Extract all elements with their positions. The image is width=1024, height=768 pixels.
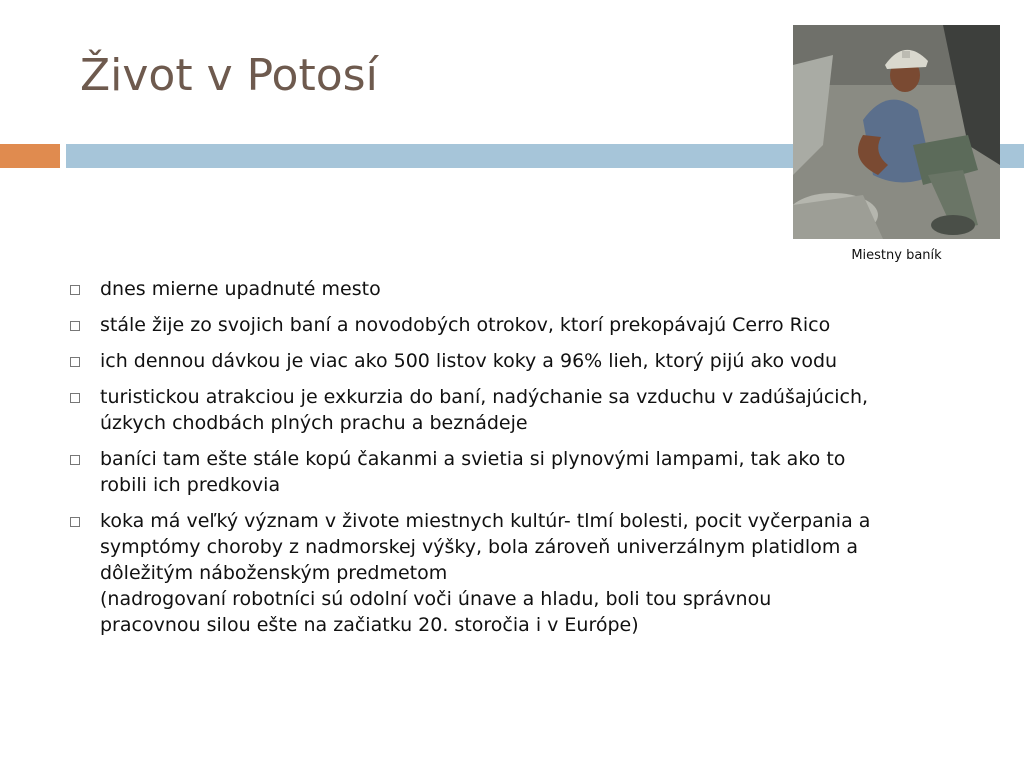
bullet-line: koka má veľký význam v živote miestnych kultúr- tlmí bolesti, pocit vyčerpania a xyxy=(100,510,871,532)
bullet-item xyxy=(66,312,981,338)
bullet-line: úzkych chodbách plných prachu a beznádeje xyxy=(100,412,528,434)
square-bullet-icon xyxy=(70,357,80,367)
slide-title: Život v Potosí xyxy=(80,50,378,101)
bullet-line: symptómy choroby z nadmorskej výšky, bola zároveň univerzálnym platidlom a xyxy=(100,536,859,558)
bullet-line: robili ich predkovia xyxy=(100,474,281,496)
bullet-line: baníci tam ešte stále kopú čakanmi a svietia si plynovými lampami, tak ako to xyxy=(100,448,846,470)
bullet-line: (nadrogovaní robotníci sú odolní voči únave a hladu, boli tou správnou xyxy=(100,588,772,610)
square-bullet-icon xyxy=(70,393,80,403)
square-bullet-icon xyxy=(70,285,80,295)
square-bullet-icon xyxy=(70,321,80,331)
bullet-line: dnes mierne upadnuté mesto xyxy=(100,278,381,300)
photo-caption: Miestny baník xyxy=(851,248,942,263)
bullet-text xyxy=(100,312,830,338)
square-bullet-icon xyxy=(70,517,80,527)
bullet-line: stále žije zo svojich baní a novodobých otrokov, ktorí prekopávajú Cerro Rico xyxy=(100,314,831,336)
bullet-text xyxy=(100,446,845,498)
bullet-item xyxy=(66,276,981,302)
bullet-text xyxy=(100,508,870,638)
bullet-item xyxy=(66,508,981,638)
bullet-item xyxy=(66,348,981,374)
bullet-item xyxy=(66,446,981,498)
bullet-line: dôležitým náboženským predmetom xyxy=(100,562,448,584)
miner-photo-illustration xyxy=(793,25,1000,239)
bullet-text xyxy=(100,276,381,302)
miner-photo xyxy=(793,25,1000,239)
accent-bar-orange xyxy=(0,144,60,168)
bullet-item xyxy=(66,384,981,436)
bullet-line: ich dennou dávkou je viac ako 500 listov koky a 96% lieh, ktorý pijú ako vodu xyxy=(100,350,838,372)
bullet-text xyxy=(100,348,837,374)
square-bullet-icon xyxy=(70,455,80,465)
bullet-line: pracovnou silou ešte na začiatku 20. storočia i v Európe) xyxy=(100,614,639,636)
bullet-text xyxy=(100,384,868,436)
bullet-line: turistickou atrakciou je exkurzia do baní, nadýchanie sa vzduchu v zadúšajúcich, xyxy=(100,386,869,408)
bullet-list xyxy=(66,276,981,648)
